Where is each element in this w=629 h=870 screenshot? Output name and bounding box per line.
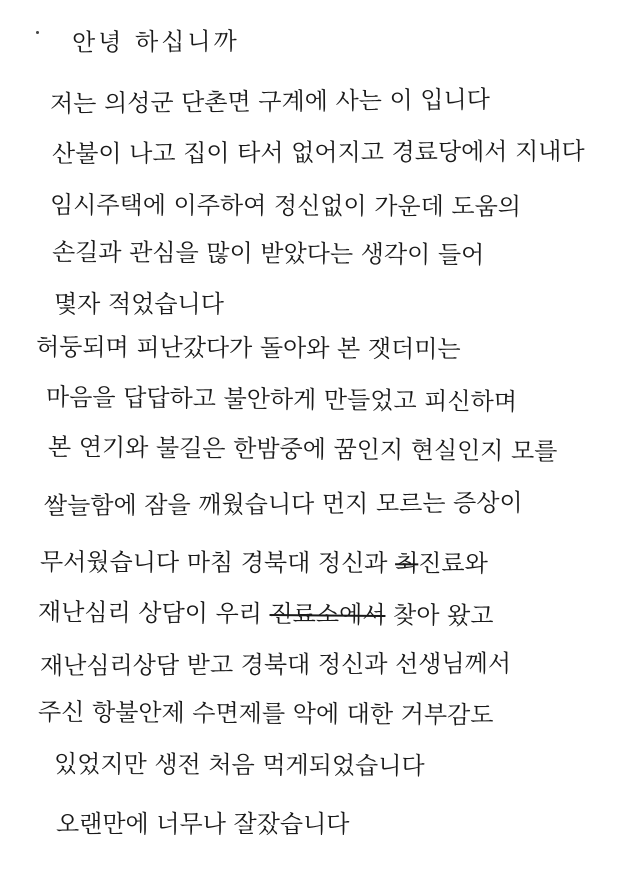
stray-ink-dot xyxy=(36,31,39,34)
letter-line: 쌀늘함에 잠을 깨웠습니다 먼지 모르는 증상이 xyxy=(43,488,523,520)
letter-line-text: 무서웠습니다 마침 경북대 정신과 xyxy=(39,548,396,578)
letter-line: 오랜만에 너무나 잘잤습니다 xyxy=(56,810,350,838)
letter-line-text: 진료와 xyxy=(418,549,488,578)
letter-line: 몇자 적었습니다 xyxy=(54,290,224,318)
letter-line: 저는 의성군 단촌면 구계에 사는 이 입니다 xyxy=(49,85,491,118)
letter-line: 주신 항불안제 수면제를 악에 대한 거부감도 xyxy=(37,698,494,730)
letter-line: 있었지만 생전 처음 먹게되었습니다 xyxy=(53,750,425,780)
letter-line: 허둥되며 피난갔다가 돌아와 본 잿더미는 xyxy=(35,333,461,364)
letter-line: 마음을 답답하고 불안하게 만들었고 피신하며 xyxy=(45,383,518,416)
letter-line: 본 연기와 불길은 한밤중에 꿈인지 현실인지 모를 xyxy=(47,433,558,466)
letter-line-11 xyxy=(38,600,494,628)
letter-line: 재난심리상담 받고 경북대 정신과 선생님께서 xyxy=(39,649,512,680)
letter-greeting: 안녕 하십니까 xyxy=(71,27,240,57)
letter-line: 손길과 관심을 많이 받았다는 생각이 들어 xyxy=(51,238,485,270)
letter-line-text: 재난심리 상담이 우리 xyxy=(37,598,270,629)
struck-out-text: 최 xyxy=(395,549,419,578)
letter-line: 산불이 나고 집이 타서 없어지고 경료당에서 지내다 xyxy=(51,137,585,168)
letter-line: 임시주택에 이주하여 정신없이 가운데 도움의 xyxy=(49,191,522,221)
struck-out-text: 진료소에서 xyxy=(269,600,386,630)
letter-line-10 xyxy=(40,550,488,576)
letter-line-text: 찾아 왔고 xyxy=(385,601,494,630)
